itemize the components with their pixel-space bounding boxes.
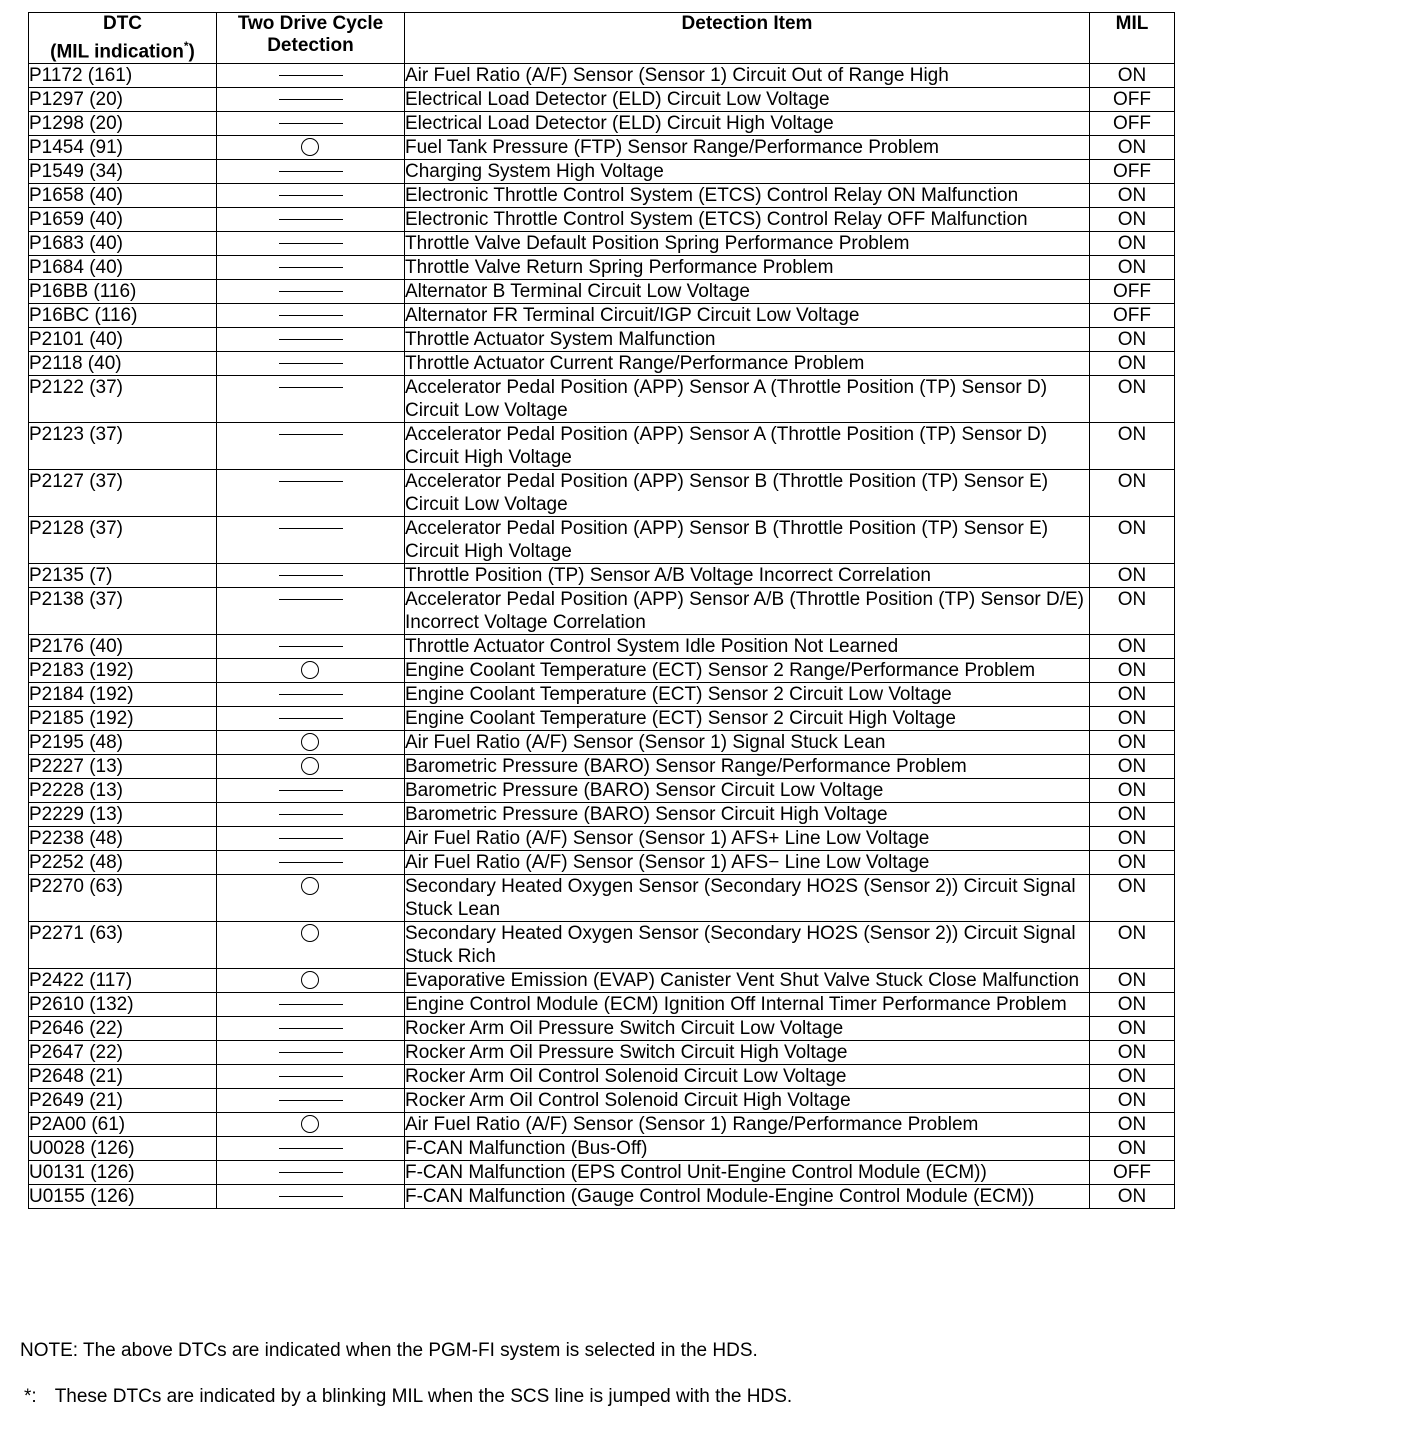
dash-icon <box>279 1004 343 1005</box>
dtc-code: P1549 (34) <box>29 160 217 184</box>
two-drive-cell <box>217 88 405 112</box>
table-row <box>29 280 1175 304</box>
footnote <box>24 1386 792 1408</box>
mil-status: OFF <box>1090 304 1175 328</box>
dash-icon <box>279 267 343 268</box>
dash-icon <box>279 1196 343 1197</box>
detection-item: Alternator B Terminal Circuit Low Voltage <box>405 280 1090 304</box>
table-row <box>29 1113 1175 1137</box>
two-drive-cell <box>217 827 405 851</box>
table-row <box>29 1041 1175 1065</box>
dtc-table-body <box>29 64 1175 1209</box>
two-drive-cell <box>217 423 405 470</box>
dtc-code: P2118 (40) <box>29 352 217 376</box>
dtc-code: P2252 (48) <box>29 851 217 875</box>
mil-status: ON <box>1090 588 1175 635</box>
dash-icon <box>279 291 343 292</box>
dtc-code: P1683 (40) <box>29 232 217 256</box>
column-header-mil: MIL <box>1090 13 1175 64</box>
detection-item: Alternator FR Terminal Circuit/IGP Circuit Low Voltage <box>405 304 1090 328</box>
two-drive-cell <box>217 1161 405 1185</box>
dtc-code: P2184 (192) <box>29 683 217 707</box>
mil-status: ON <box>1090 731 1175 755</box>
column-header-dtc <box>29 13 217 64</box>
dtc-code: P2647 (22) <box>29 1041 217 1065</box>
detection-item: Fuel Tank Pressure (FTP) Sensor Range/Performance Problem <box>405 136 1090 160</box>
table-row <box>29 1161 1175 1185</box>
circle-icon <box>301 661 319 679</box>
mil-status: ON <box>1090 827 1175 851</box>
table-row <box>29 564 1175 588</box>
dash-icon <box>279 315 343 316</box>
detection-item: Engine Coolant Temperature (ECT) Sensor 2 Circuit Low Voltage <box>405 683 1090 707</box>
table-row <box>29 731 1175 755</box>
dash-icon <box>279 387 343 388</box>
table-row <box>29 588 1175 635</box>
two-drive-cell <box>217 1041 405 1065</box>
dtc-code: P2228 (13) <box>29 779 217 803</box>
mil-status: ON <box>1090 1017 1175 1041</box>
two-drive-cell <box>217 1113 405 1137</box>
table-row <box>29 969 1175 993</box>
mil-status: OFF <box>1090 88 1175 112</box>
dash-icon <box>279 1148 343 1149</box>
header-dtc-superscript: * <box>183 39 189 53</box>
mil-status: ON <box>1090 470 1175 517</box>
dtc-code: P2227 (13) <box>29 755 217 779</box>
table-row <box>29 256 1175 280</box>
footnote-text: These DTCs are indicated by a blinking MIL when the SCS line is jumped with the HDS. <box>54 1386 793 1407</box>
table-row <box>29 376 1175 423</box>
dtc-code: P2128 (37) <box>29 517 217 564</box>
dash-icon <box>279 1172 343 1173</box>
table-row <box>29 993 1175 1017</box>
detection-item: Accelerator Pedal Position (APP) Sensor B (Throttle Position (TP) Sensor E) Circuit Low Voltage <box>405 470 1090 517</box>
dtc-code: P2649 (21) <box>29 1089 217 1113</box>
dash-icon <box>279 694 343 695</box>
dtc-code: P2229 (13) <box>29 803 217 827</box>
table-row <box>29 659 1175 683</box>
detection-item: Throttle Actuator Current Range/Performance Problem <box>405 352 1090 376</box>
dash-icon <box>279 862 343 863</box>
dtc-code: P2238 (48) <box>29 827 217 851</box>
dash-icon <box>279 171 343 172</box>
table-row <box>29 779 1175 803</box>
two-drive-cell <box>217 160 405 184</box>
dtc-code: P2176 (40) <box>29 635 217 659</box>
table-row <box>29 470 1175 517</box>
circle-icon <box>301 138 319 156</box>
mil-status: ON <box>1090 232 1175 256</box>
two-drive-cell <box>217 136 405 160</box>
two-drive-cell <box>217 64 405 88</box>
table-row <box>29 517 1175 564</box>
two-drive-cell <box>217 184 405 208</box>
dtc-code: P2185 (192) <box>29 707 217 731</box>
dash-icon <box>279 339 343 340</box>
table-row <box>29 851 1175 875</box>
mil-status: ON <box>1090 659 1175 683</box>
table-row <box>29 875 1175 922</box>
dash-icon <box>279 243 343 244</box>
detection-item: Accelerator Pedal Position (APP) Sensor A/B (Throttle Position (TP) Sensor D/E) Incorrect Voltage Correlation <box>405 588 1090 635</box>
dtc-code: P2123 (37) <box>29 423 217 470</box>
two-drive-cell <box>217 564 405 588</box>
two-drive-cell <box>217 1185 405 1209</box>
detection-item: Rocker Arm Oil Pressure Switch Circuit Low Voltage <box>405 1017 1090 1041</box>
header-dtc-line2: (MIL indication <box>50 41 184 63</box>
dtc-code: P2195 (48) <box>29 731 217 755</box>
detection-item: Rocker Arm Oil Pressure Switch Circuit High Voltage <box>405 1041 1090 1065</box>
two-drive-cell <box>217 851 405 875</box>
detection-item: Air Fuel Ratio (A/F) Sensor (Sensor 1) Signal Stuck Lean <box>405 731 1090 755</box>
mil-status: ON <box>1090 1113 1175 1137</box>
mil-status: ON <box>1090 1065 1175 1089</box>
mil-status: ON <box>1090 922 1175 969</box>
dash-icon <box>279 1100 343 1101</box>
table-row <box>29 184 1175 208</box>
dtc-code: P2271 (63) <box>29 922 217 969</box>
two-drive-cell <box>217 922 405 969</box>
two-drive-cell <box>217 328 405 352</box>
table-row <box>29 1089 1175 1113</box>
dtc-code: P2101 (40) <box>29 328 217 352</box>
mil-status: ON <box>1090 1041 1175 1065</box>
two-drive-cell <box>217 779 405 803</box>
mil-status: OFF <box>1090 280 1175 304</box>
table-row <box>29 922 1175 969</box>
mil-status: ON <box>1090 564 1175 588</box>
dash-icon <box>279 599 343 600</box>
dtc-code: P1298 (20) <box>29 112 217 136</box>
dtc-code: P1684 (40) <box>29 256 217 280</box>
note-text: NOTE: The above DTCs are indicated when the PGM-FI system is selected in the HDS. <box>20 1340 758 1361</box>
dtc-code: P2122 (37) <box>29 376 217 423</box>
two-drive-cell <box>217 1017 405 1041</box>
dtc-code: P2422 (117) <box>29 969 217 993</box>
table-row <box>29 755 1175 779</box>
detection-item: Air Fuel Ratio (A/F) Sensor (Sensor 1) AFS− Line Low Voltage <box>405 851 1090 875</box>
table-row <box>29 803 1175 827</box>
dtc-code: P2610 (132) <box>29 993 217 1017</box>
detection-item: Electronic Throttle Control System (ETCS) Control Relay ON Malfunction <box>405 184 1090 208</box>
two-drive-cell <box>217 208 405 232</box>
dash-icon <box>279 838 343 839</box>
two-drive-cell <box>217 352 405 376</box>
mil-status: ON <box>1090 256 1175 280</box>
table-row <box>29 1065 1175 1089</box>
circle-icon <box>301 757 319 775</box>
table-row <box>29 1137 1175 1161</box>
dash-icon <box>279 575 343 576</box>
mil-status: ON <box>1090 993 1175 1017</box>
circle-icon <box>301 877 319 895</box>
dash-icon <box>279 481 343 482</box>
detection-item: Accelerator Pedal Position (APP) Sensor A (Throttle Position (TP) Sensor D) Circuit High Voltage <box>405 423 1090 470</box>
mil-status: ON <box>1090 64 1175 88</box>
detection-item: Evaporative Emission (EVAP) Canister Vent Shut Valve Stuck Close Malfunction <box>405 969 1090 993</box>
dtc-code: P16BB (116) <box>29 280 217 304</box>
mil-status: ON <box>1090 136 1175 160</box>
detection-item: Throttle Valve Return Spring Performance Problem <box>405 256 1090 280</box>
dash-icon <box>279 123 343 124</box>
header-dtc-line1: DTC <box>102 13 143 34</box>
table-row <box>29 112 1175 136</box>
dtc-code: P2648 (21) <box>29 1065 217 1089</box>
dtc-code: P1172 (161) <box>29 64 217 88</box>
two-drive-cell <box>217 256 405 280</box>
circle-icon <box>301 1115 319 1133</box>
dash-icon <box>279 219 343 220</box>
two-drive-cell <box>217 304 405 328</box>
detection-item: Engine Control Module (ECM) Ignition Off Internal Timer Performance Problem <box>405 993 1090 1017</box>
detection-item: Air Fuel Ratio (A/F) Sensor (Sensor 1) AFS+ Line Low Voltage <box>405 827 1090 851</box>
header-two-drive-line1: Two Drive Cycle <box>237 13 384 34</box>
circle-icon <box>301 924 319 942</box>
mil-status: ON <box>1090 803 1175 827</box>
two-drive-cell <box>217 376 405 423</box>
dash-icon <box>279 1076 343 1077</box>
header-two-drive-line2: Detection <box>267 35 354 56</box>
mil-status: ON <box>1090 875 1175 922</box>
dtc-code: U0131 (126) <box>29 1161 217 1185</box>
detection-item: Engine Coolant Temperature (ECT) Sensor 2 Range/Performance Problem <box>405 659 1090 683</box>
mil-status: ON <box>1090 635 1175 659</box>
dtc-code: P2A00 (61) <box>29 1113 217 1137</box>
detection-item: Throttle Actuator Control System Idle Position Not Learned <box>405 635 1090 659</box>
two-drive-cell <box>217 1137 405 1161</box>
two-drive-cell <box>217 280 405 304</box>
table-row <box>29 683 1175 707</box>
detection-item: Rocker Arm Oil Control Solenoid Circuit Low Voltage <box>405 1065 1090 1089</box>
mil-status: ON <box>1090 517 1175 564</box>
detection-item: Secondary Heated Oxygen Sensor (Secondary HO2S (Sensor 2)) Circuit Signal Stuck Rich <box>405 922 1090 969</box>
detection-item: Air Fuel Ratio (A/F) Sensor (Sensor 1) Circuit Out of Range High <box>405 64 1090 88</box>
mil-status: ON <box>1090 184 1175 208</box>
two-drive-cell <box>217 659 405 683</box>
two-drive-cell <box>217 635 405 659</box>
mil-status: ON <box>1090 683 1175 707</box>
mil-status: ON <box>1090 707 1175 731</box>
detection-item: Barometric Pressure (BARO) Sensor Circuit High Voltage <box>405 803 1090 827</box>
two-drive-cell <box>217 112 405 136</box>
table-row <box>29 827 1175 851</box>
dash-icon <box>279 434 343 435</box>
dash-icon <box>279 75 343 76</box>
two-drive-cell <box>217 232 405 256</box>
detection-item: Secondary Heated Oxygen Sensor (Secondary HO2S (Sensor 2)) Circuit Signal Stuck Lean <box>405 875 1090 922</box>
dash-icon <box>279 814 343 815</box>
dtc-code: P2127 (37) <box>29 470 217 517</box>
table-row <box>29 328 1175 352</box>
two-drive-cell <box>217 875 405 922</box>
dtc-code: U0028 (126) <box>29 1137 217 1161</box>
mil-status: OFF <box>1090 112 1175 136</box>
detection-item: Charging System High Voltage <box>405 160 1090 184</box>
mil-status: ON <box>1090 376 1175 423</box>
two-drive-cell <box>217 803 405 827</box>
dtc-code: P2135 (7) <box>29 564 217 588</box>
dash-icon <box>279 718 343 719</box>
dtc-code: P1297 (20) <box>29 88 217 112</box>
table-row <box>29 88 1175 112</box>
mil-status: ON <box>1090 352 1175 376</box>
detection-item: Throttle Valve Default Position Spring Performance Problem <box>405 232 1090 256</box>
two-drive-cell <box>217 993 405 1017</box>
mil-status: OFF <box>1090 1161 1175 1185</box>
dash-icon <box>279 1052 343 1053</box>
dash-icon <box>279 363 343 364</box>
column-header-two-drive <box>217 13 405 64</box>
detection-item: Air Fuel Ratio (A/F) Sensor (Sensor 1) Range/Performance Problem <box>405 1113 1090 1137</box>
detection-item: Accelerator Pedal Position (APP) Sensor B (Throttle Position (TP) Sensor E) Circuit High Voltage <box>405 517 1090 564</box>
table-row <box>29 136 1175 160</box>
table-row <box>29 232 1175 256</box>
mil-status: ON <box>1090 1089 1175 1113</box>
dash-icon <box>279 195 343 196</box>
table-row <box>29 707 1175 731</box>
two-drive-cell <box>217 1089 405 1113</box>
two-drive-cell <box>217 969 405 993</box>
dtc-code: U0155 (126) <box>29 1185 217 1209</box>
dtc-code: P2270 (63) <box>29 875 217 922</box>
detection-item: F-CAN Malfunction (EPS Control Unit-Engine Control Module (ECM)) <box>405 1161 1090 1185</box>
detection-item: Throttle Actuator System Malfunction <box>405 328 1090 352</box>
dtc-code: P2138 (37) <box>29 588 217 635</box>
two-drive-cell <box>217 588 405 635</box>
detection-item: F-CAN Malfunction (Bus-Off) <box>405 1137 1090 1161</box>
detection-item: Barometric Pressure (BARO) Sensor Circuit Low Voltage <box>405 779 1090 803</box>
dtc-table <box>28 12 1175 1209</box>
table-row <box>29 64 1175 88</box>
mil-status: ON <box>1090 328 1175 352</box>
dash-icon <box>279 790 343 791</box>
two-drive-cell <box>217 707 405 731</box>
two-drive-cell <box>217 755 405 779</box>
table-row <box>29 1017 1175 1041</box>
table-row <box>29 635 1175 659</box>
table-row <box>29 352 1175 376</box>
dtc-code: P1658 (40) <box>29 184 217 208</box>
two-drive-cell <box>217 517 405 564</box>
dtc-code: P1454 (91) <box>29 136 217 160</box>
mil-status: ON <box>1090 423 1175 470</box>
dtc-code: P2183 (192) <box>29 659 217 683</box>
dtc-code: P1659 (40) <box>29 208 217 232</box>
detection-item: Electrical Load Detector (ELD) Circuit Low Voltage <box>405 88 1090 112</box>
mil-status: ON <box>1090 208 1175 232</box>
mil-status: ON <box>1090 1137 1175 1161</box>
dtc-code: P2646 (22) <box>29 1017 217 1041</box>
dash-icon <box>279 646 343 647</box>
mil-status: ON <box>1090 851 1175 875</box>
table-row <box>29 160 1175 184</box>
detection-item: Accelerator Pedal Position (APP) Sensor A (Throttle Position (TP) Sensor D) Circuit Low Voltage <box>405 376 1090 423</box>
two-drive-cell <box>217 1065 405 1089</box>
detection-item: Barometric Pressure (BARO) Sensor Range/Performance Problem <box>405 755 1090 779</box>
dash-icon <box>279 99 343 100</box>
mil-status: ON <box>1090 1185 1175 1209</box>
column-header-detection-item: Detection Item <box>405 13 1090 64</box>
footnote-mark: *: <box>24 1386 37 1407</box>
two-drive-cell <box>217 470 405 517</box>
mil-status: ON <box>1090 755 1175 779</box>
circle-icon <box>301 733 319 751</box>
mil-status: ON <box>1090 779 1175 803</box>
dtc-code: P16BC (116) <box>29 304 217 328</box>
detection-item: F-CAN Malfunction (Gauge Control Module-Engine Control Module (ECM)) <box>405 1185 1090 1209</box>
table-row <box>29 304 1175 328</box>
circle-icon <box>301 971 319 989</box>
two-drive-cell <box>217 731 405 755</box>
detection-item: Rocker Arm Oil Control Solenoid Circuit High Voltage <box>405 1089 1090 1113</box>
dash-icon <box>279 528 343 529</box>
two-drive-cell <box>217 683 405 707</box>
table-row <box>29 208 1175 232</box>
table-header-row <box>29 13 1175 64</box>
table-row <box>29 1185 1175 1209</box>
header-dtc-close: ) <box>188 41 195 63</box>
detection-item: Electronic Throttle Control System (ETCS) Control Relay OFF Malfunction <box>405 208 1090 232</box>
detection-item: Engine Coolant Temperature (ECT) Sensor 2 Circuit High Voltage <box>405 707 1090 731</box>
dash-icon <box>279 1028 343 1029</box>
table-row <box>29 423 1175 470</box>
mil-status: ON <box>1090 969 1175 993</box>
mil-status: OFF <box>1090 160 1175 184</box>
detection-item: Throttle Position (TP) Sensor A/B Voltage Incorrect Correlation <box>405 564 1090 588</box>
detection-item: Electrical Load Detector (ELD) Circuit High Voltage <box>405 112 1090 136</box>
